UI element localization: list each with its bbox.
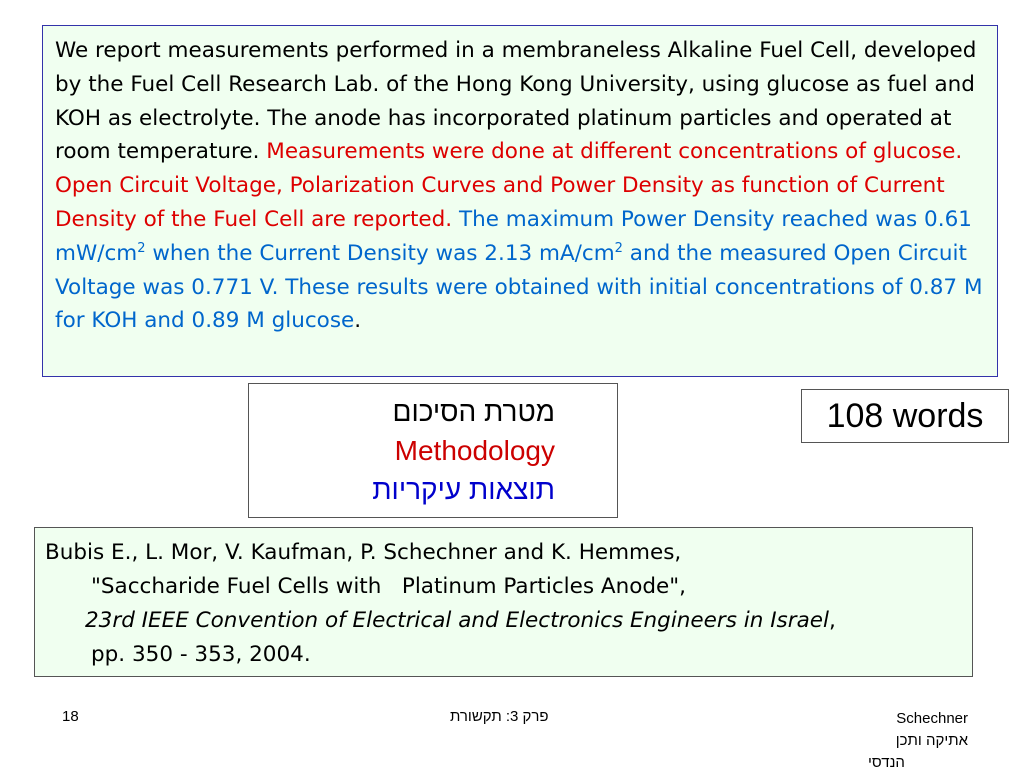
word-count-box xyxy=(801,389,1009,443)
footer-chapter: פרק 3: תקשורת xyxy=(450,708,549,725)
reference-box xyxy=(34,527,973,677)
abstract-box xyxy=(42,25,998,377)
legend-results: תוצאות עיקריות xyxy=(372,474,555,505)
footer-course-line-1: Schechner אתיקה ותכן xyxy=(895,710,968,749)
reference-authors: Bubis E., L. Mor, V. Kaufman, P. Schechner and K. Hemmes, xyxy=(45,540,682,565)
results-part-2: when the Current Density was 2.13 mA/cm xyxy=(145,240,615,266)
word-count-label: 108 words xyxy=(826,397,984,435)
legend-goal: מטרת הסיכום xyxy=(392,396,555,427)
reference-venue-comma: , xyxy=(828,608,836,633)
abstract-end-period: . xyxy=(354,308,362,334)
slide-number: 18 xyxy=(62,708,79,725)
color-legend-box xyxy=(248,383,618,518)
reference-pages: pp. 350 - 353, 2004. xyxy=(91,642,311,667)
results-part-3: and the measured Open Circuit Voltage was 0.771 V. These results were obtained with initial concentrations of 0.87 M for KOH and 0.89 M glucose xyxy=(55,240,983,334)
results-superscript-2: 2 xyxy=(614,240,623,256)
abstract-methodology-text: Measurements were done at different concentrations of glucose. Open Circuit Voltage, Polarization Curves and Power Density as function of Current Density of the Fuel Cell are reported. xyxy=(55,139,963,232)
reference-venue: 23rd IEEE Convention of Electrical and Electronics Engineers in Israel xyxy=(85,608,829,633)
footer-course xyxy=(868,708,968,774)
footer-course-line-2: הנדסי xyxy=(868,754,905,771)
reference-title: "Saccharide Fuel Cells with Platinum Particles Anode", xyxy=(91,574,686,599)
reference-venue-line xyxy=(45,604,972,638)
legend-methodology: Methodology xyxy=(394,435,555,466)
results-superscript-1: 2 xyxy=(137,240,146,256)
results-part-1: The maximum Power Density reached was 0.61 mW/cm xyxy=(55,206,972,266)
abstract-intro-text: We report measurements performed in a membraneless Alkaline Fuel Cell, developed by the Fuel Cell Research Lab. of the Hong Kong University, using glucose as fuel and KOH as electrolyte. The anode has incorporated platinum particles and operated at room temperature. xyxy=(55,38,977,165)
